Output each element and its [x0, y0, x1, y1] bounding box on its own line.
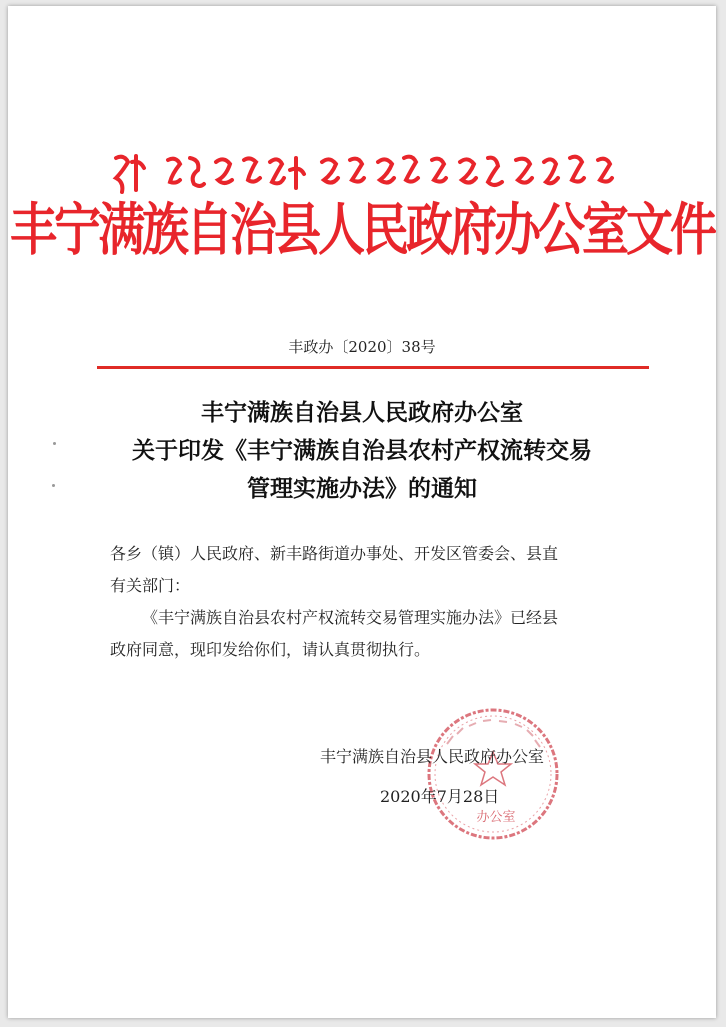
- subject-line: 丰宁满族自治县人民政府办公室: [201, 399, 523, 426]
- signature-organization: 丰宁满族自治县人民政府办公室: [320, 747, 545, 766]
- document-number: 丰政办〔2020〕38号: [288, 338, 436, 356]
- document-body: [110, 538, 645, 666]
- mongolian-script-header: [8, 148, 716, 198]
- scan-speck: [53, 442, 56, 445]
- document-subject: [8, 394, 716, 508]
- recipients-line: 有关部门：: [110, 576, 191, 595]
- recipients-line: 各乡（镇）人民政府、新丰路街道办事处、开发区管委会、县直: [110, 544, 559, 563]
- document-page: [8, 6, 716, 1018]
- scan-speck: [52, 484, 55, 487]
- red-divider-line: [97, 366, 649, 369]
- seal-center-text: 办公室: [476, 810, 516, 825]
- subject-line: 关于印发《丰宁满族自治县农村产权流转交易: [132, 437, 592, 464]
- body-paragraph-line: 《丰宁满族自治县农村产权流转交易管理实施办法》已经县: [142, 608, 559, 627]
- signature-date: 2020年7月28日: [380, 787, 500, 806]
- subject-line: 管理实施办法》的通知: [247, 475, 477, 502]
- body-paragraph-line: 政府同意，现印发给你们，请认真贯彻执行。: [110, 640, 431, 659]
- issuing-authority-title: 丰宁满族自治县人民政府办公室文件: [10, 197, 714, 264]
